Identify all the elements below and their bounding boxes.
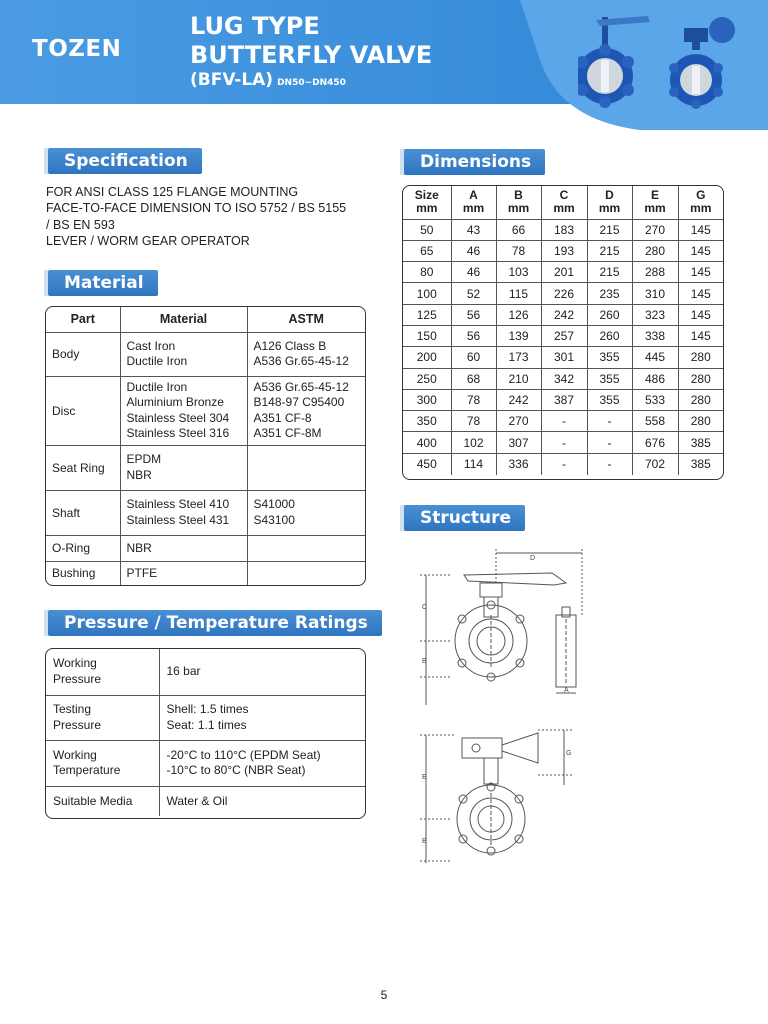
dimension-cell: 145 [678,240,723,261]
table-row [403,432,723,453]
column-header: E mm [632,186,678,219]
gear-valve-drawing [420,730,572,863]
column-header: C mm [541,186,587,219]
dim-letter-b-lower: B [422,838,427,845]
table-row [46,695,365,740]
spec-line: FOR ANSI CLASS 125 FLANGE MOUNTING [46,185,299,199]
dimension-cell: 102 [451,432,496,453]
dimension-cell: 66 [496,219,541,240]
column-header: Size mm [403,186,451,219]
astm-cell: A536 Gr.65-45-12 B148-97 C95400 A351 CF-8 A351 CF-8M [247,376,365,445]
dimension-cell: 336 [496,453,541,474]
page-number: 5 [380,988,388,1002]
dimension-cell: 260 [587,304,632,325]
dimension-cell: 46 [451,240,496,261]
table-row [403,304,723,325]
dimension-cell: 56 [451,325,496,346]
dimension-cell: 56 [451,304,496,325]
dimension-cell: 450 [403,453,451,474]
dimension-cell: 387 [541,389,587,410]
dimension-cell: 78 [451,389,496,410]
dimension-cell: 533 [632,389,678,410]
dim-letter-c: C [422,604,428,611]
dimension-cell: 78 [451,411,496,432]
model-code: (BFV-LA) [190,70,274,90]
table-row [46,490,365,535]
specification-text [46,184,346,249]
size-range: DN50~DN450 [277,78,346,88]
column-header: B mm [496,186,541,219]
dim-letter-d: D [530,555,536,562]
material-cell: NBR [120,535,247,561]
column-header: Material [120,307,247,332]
dimension-cell: 280 [678,389,723,410]
dimension-cell: 355 [587,368,632,389]
dimension-cell: 145 [678,283,723,304]
dimension-cell: 52 [451,283,496,304]
dimension-cell: 242 [496,389,541,410]
dim-letter-e: E [422,774,427,781]
dimension-cell: - [587,411,632,432]
material-heading: Material [48,270,158,296]
dimension-cell: 80 [403,262,451,283]
column-header: ASTM [247,307,365,332]
rating-label: Testing Pressure [46,695,159,740]
dimension-cell: - [541,411,587,432]
column-header: G mm [678,186,723,219]
dimension-cell: 355 [587,347,632,368]
dimension-cell: 288 [632,262,678,283]
part-cell: Body [46,332,120,376]
structure-drawing [412,545,592,875]
dimension-cell: 200 [403,347,451,368]
dim-letter-g: G [566,750,572,757]
dimension-cell: 139 [496,325,541,346]
dimension-cell: 193 [541,240,587,261]
dimension-cell: 280 [632,240,678,261]
dim-letter-b: B [422,658,427,665]
dimension-cell: 301 [541,347,587,368]
dimension-cell: 145 [678,325,723,346]
dimension-cell: - [587,453,632,474]
dimension-cell: 702 [632,453,678,474]
title-line-1: LUG TYPE [190,12,320,40]
dimension-cell: 486 [632,368,678,389]
dimension-cell: 280 [678,368,723,389]
part-cell: Shaft [46,490,120,535]
dimension-cell: 145 [678,304,723,325]
specification-heading: Specification [48,148,202,174]
rating-value: Water & Oil [159,786,365,816]
dimension-cell: 126 [496,304,541,325]
dimension-cell: - [587,432,632,453]
astm-cell [247,535,365,561]
dimension-cell: 226 [541,283,587,304]
dimension-cell: 68 [451,368,496,389]
dimension-cell: 50 [403,219,451,240]
dimension-cell: 215 [587,240,632,261]
ratings-table [45,648,366,819]
table-row [46,535,365,561]
material-cell: Stainless Steel 410 Stainless Steel 431 [120,490,247,535]
dimension-cell: 215 [587,262,632,283]
part-cell: Disc [46,376,120,445]
dimension-cell: 250 [403,368,451,389]
rating-label: Suitable Media [46,786,159,816]
column-header: A mm [451,186,496,219]
dimension-cell: 65 [403,240,451,261]
dimension-cell: 307 [496,432,541,453]
lever-valve-drawing [420,549,582,705]
column-header: D mm [587,186,632,219]
table-row [403,283,723,304]
tozen-logo: TOZEN [32,36,122,62]
dimension-cell: 338 [632,325,678,346]
dimension-cell: 300 [403,389,451,410]
table-row [403,368,723,389]
dimension-cell: - [541,432,587,453]
material-cell: Cast Iron Ductile Iron [120,332,247,376]
dimension-cell: 115 [496,283,541,304]
table-row [403,411,723,432]
dimension-cell: 310 [632,283,678,304]
rating-value: 16 bar [159,649,365,695]
astm-cell [247,445,365,490]
part-cell: O-Ring [46,535,120,561]
spec-line: LEVER / WORM GEAR OPERATOR [46,233,250,248]
column-header: Part [46,307,120,332]
material-table [45,306,366,586]
dimension-cell: 100 [403,283,451,304]
material-cell: PTFE [120,561,247,585]
dimension-cell: 445 [632,347,678,368]
dimension-cell: 150 [403,325,451,346]
dimension-cell: 400 [403,432,451,453]
table-row [403,262,723,283]
dimensions-heading: Dimensions [404,149,545,175]
dimension-cell: 257 [541,325,587,346]
dimension-cell: - [541,453,587,474]
table-row [46,445,365,490]
dimension-cell: 323 [632,304,678,325]
dim-letter-a: A [564,687,569,694]
dimension-cell: 145 [678,262,723,283]
dimension-cell: 43 [451,219,496,240]
title-line-2: BUTTERFLY VALVE [190,41,433,69]
dimension-cell: 280 [678,411,723,432]
material-cell: EPDM NBR [120,445,247,490]
table-row [403,389,723,410]
rating-value: -20°C to 110°C (EPDM Seat) -10°C to 80°C (NBR Seat) [159,740,365,786]
dimension-cell: 183 [541,219,587,240]
dimension-cell: 103 [496,262,541,283]
dimension-cell: 46 [451,262,496,283]
dimension-cell: 235 [587,283,632,304]
material-cell: Ductile Iron Aluminium Bronze Stainless Steel 304 Stainless Steel 316 [120,376,247,445]
dimension-cell: 355 [587,389,632,410]
astm-cell [247,561,365,585]
astm-cell: S41000 S43100 [247,490,365,535]
table-row [46,332,365,376]
rating-label: Working Temperature [46,740,159,786]
dimension-cell: 201 [541,262,587,283]
structure-heading: Structure [404,505,525,531]
dimension-cell: 280 [678,347,723,368]
table-row [403,325,723,346]
table-row [46,376,365,445]
dimension-cell: 350 [403,411,451,432]
valve-product-image [578,12,748,112]
table-row [46,786,365,816]
dimension-cell: 676 [632,432,678,453]
table-row [403,219,723,240]
table-row [46,740,365,786]
dimension-cell: 145 [678,219,723,240]
rating-value: Shell: 1.5 times Seat: 1.1 times [159,695,365,740]
dimension-cell: 385 [678,432,723,453]
dimension-cell: 78 [496,240,541,261]
table-row [403,453,723,474]
table-row [46,561,365,585]
table-row [403,347,723,368]
dimension-cell: 125 [403,304,451,325]
dimension-cell: 114 [451,453,496,474]
title-model [190,70,346,90]
spec-line: FACE-TO-FACE DIMENSION TO ISO 5752 / BS 5155 [46,201,347,216]
dimension-cell: 260 [587,325,632,346]
ratings-heading: Pressure / Temperature Ratings [48,610,382,636]
dimension-cell: 342 [541,368,587,389]
part-cell: Seat Ring [46,445,120,490]
spec-line: / BS EN 593 [46,217,115,232]
dimension-cell: 558 [632,411,678,432]
rating-label: Working Pressure [46,649,159,695]
dimension-cell: 270 [632,219,678,240]
dimension-cell: 210 [496,368,541,389]
dimension-cell: 173 [496,347,541,368]
dimensions-table [402,185,724,480]
astm-cell: A126 Class B A536 Gr.65-45-12 [247,332,365,376]
dimension-cell: 385 [678,453,723,474]
part-cell: Bushing [46,561,120,585]
table-row [46,649,365,695]
dimension-cell: 242 [541,304,587,325]
dimension-cell: 60 [451,347,496,368]
dimension-cell: 270 [496,411,541,432]
dimension-cell: 215 [587,219,632,240]
table-row [403,240,723,261]
